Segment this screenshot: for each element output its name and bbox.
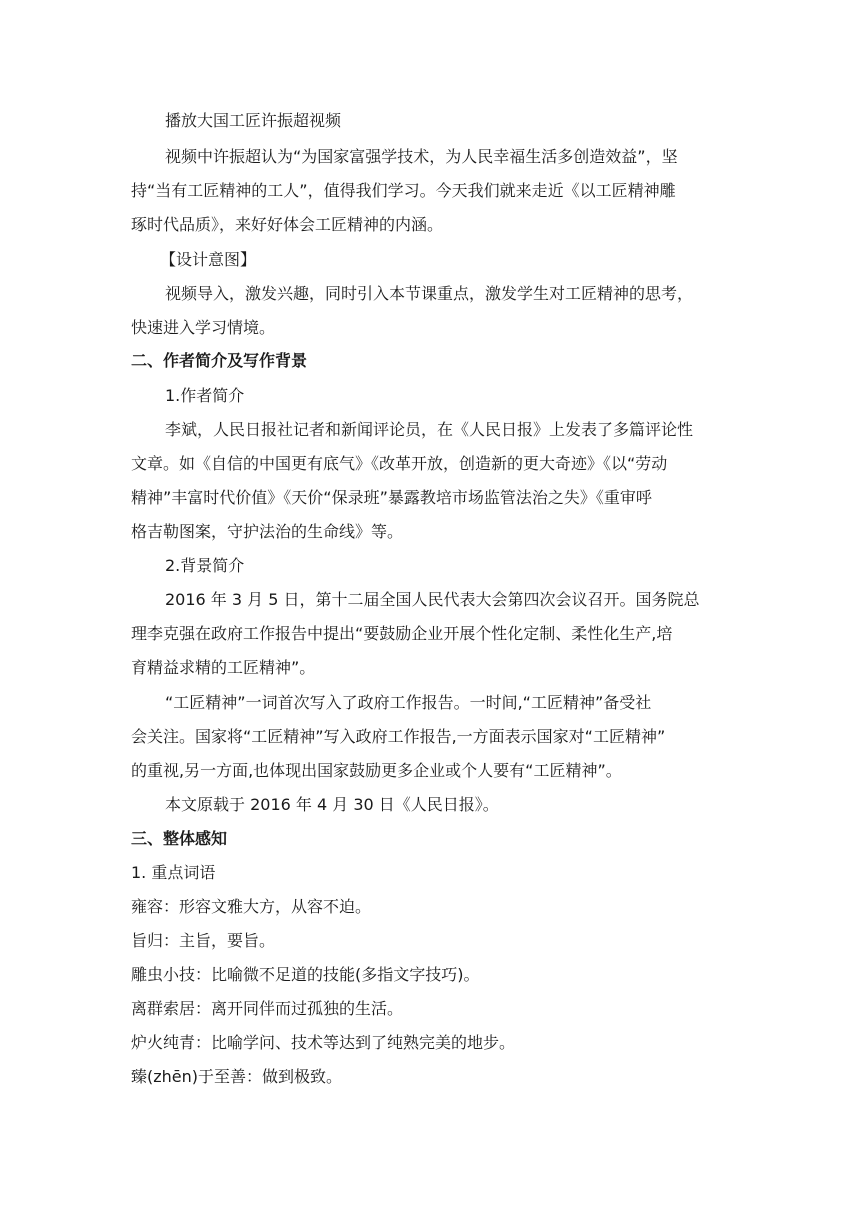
design-intent-label: 【设计意图】 [160, 250, 257, 269]
paragraph-line: 格吉勒图案，守护法治的生命线》等。 [131, 522, 404, 541]
paragraph-line: 琢时代品质》，来好好体会工匠精神的内涵。 [131, 215, 444, 234]
section-heading: 三、整体感知 [131, 829, 228, 848]
paragraph-line: 育精益求精的工匠精神”。 [131, 658, 316, 677]
paragraph-line: 本文原载于 2016 年 4 月 30 日《人民日报》。 [165, 795, 499, 814]
paragraph-line: 视频导入，激发兴趣，同时引入本节课重点，激发学生对工匠精神的思考， [165, 284, 694, 303]
paragraph-line: 2016 年 3 月 5 日，第十二届全国人民代表大会第四次会议召开。国务院总 [165, 590, 700, 609]
vocab-item: 炉火纯青：比喻学问、技术等达到了纯熟完美的地步。 [131, 1033, 516, 1052]
vocab-item: 旨归：主旨，要旨。 [131, 931, 276, 950]
subsection-heading: 2.背景简介 [165, 556, 245, 575]
vocab-item: 离群索居：离开同伴而过孤独的生活。 [131, 999, 404, 1018]
paragraph-line: 会关注。国家将“工匠精神”写入政府工作报告,一方面表示国家对“工匠精神” [131, 727, 666, 746]
subsection-heading: 1.作者简介 [165, 386, 245, 405]
paragraph-line: 理李克强在政府工作报告中提出“要鼓励企业开展个性化定制、柔性化生产,培 [131, 624, 673, 643]
paragraph-line: 快速进入学习情境。 [131, 318, 276, 337]
subsection-heading: 1. 重点词语 [131, 863, 216, 882]
paragraph-line: 持“当有工匠精神的工人”，值得我们学习。今天我们就来走近《以工匠精神雕 [131, 181, 676, 200]
vocab-item: 雍容：形容文雅大方，从容不迫。 [131, 897, 372, 916]
paragraph-line: 的重视,另一方面,也体现出国家鼓励更多企业或个人要有“工匠精神”。 [131, 761, 622, 780]
paragraph-line: 文章。如《自信的中国更有底气》《改革开放，创造新的更大奇迹》《以“劳动 [131, 454, 668, 473]
paragraph-line: 精神”丰富时代价值》《天价“保录班”暴露教培市场监管法治之失》《重审呼 [131, 488, 652, 507]
video-line: 播放大国工匠许振超视频 [165, 111, 342, 130]
paragraph-line: 视频中许振超认为“为国家富强学技术，为人民幸福生活多创造效益”，坚 [165, 147, 678, 166]
paragraph-line: “工匠精神”一词首次写入了政府工作报告。一时间,“工匠精神”备受社 [165, 693, 652, 712]
section-heading: 二、作者简介及写作背景 [131, 351, 308, 370]
vocab-item: 雕虫小技：比喻微不足道的技能(多指文字技巧)。 [131, 965, 480, 984]
vocab-item: 臻(zhēn)于至善：做到极致。 [131, 1067, 343, 1086]
paragraph-line: 李斌，人民日报社记者和新闻评论员，在《人民日报》上发表了多篇评论性 [165, 420, 694, 439]
